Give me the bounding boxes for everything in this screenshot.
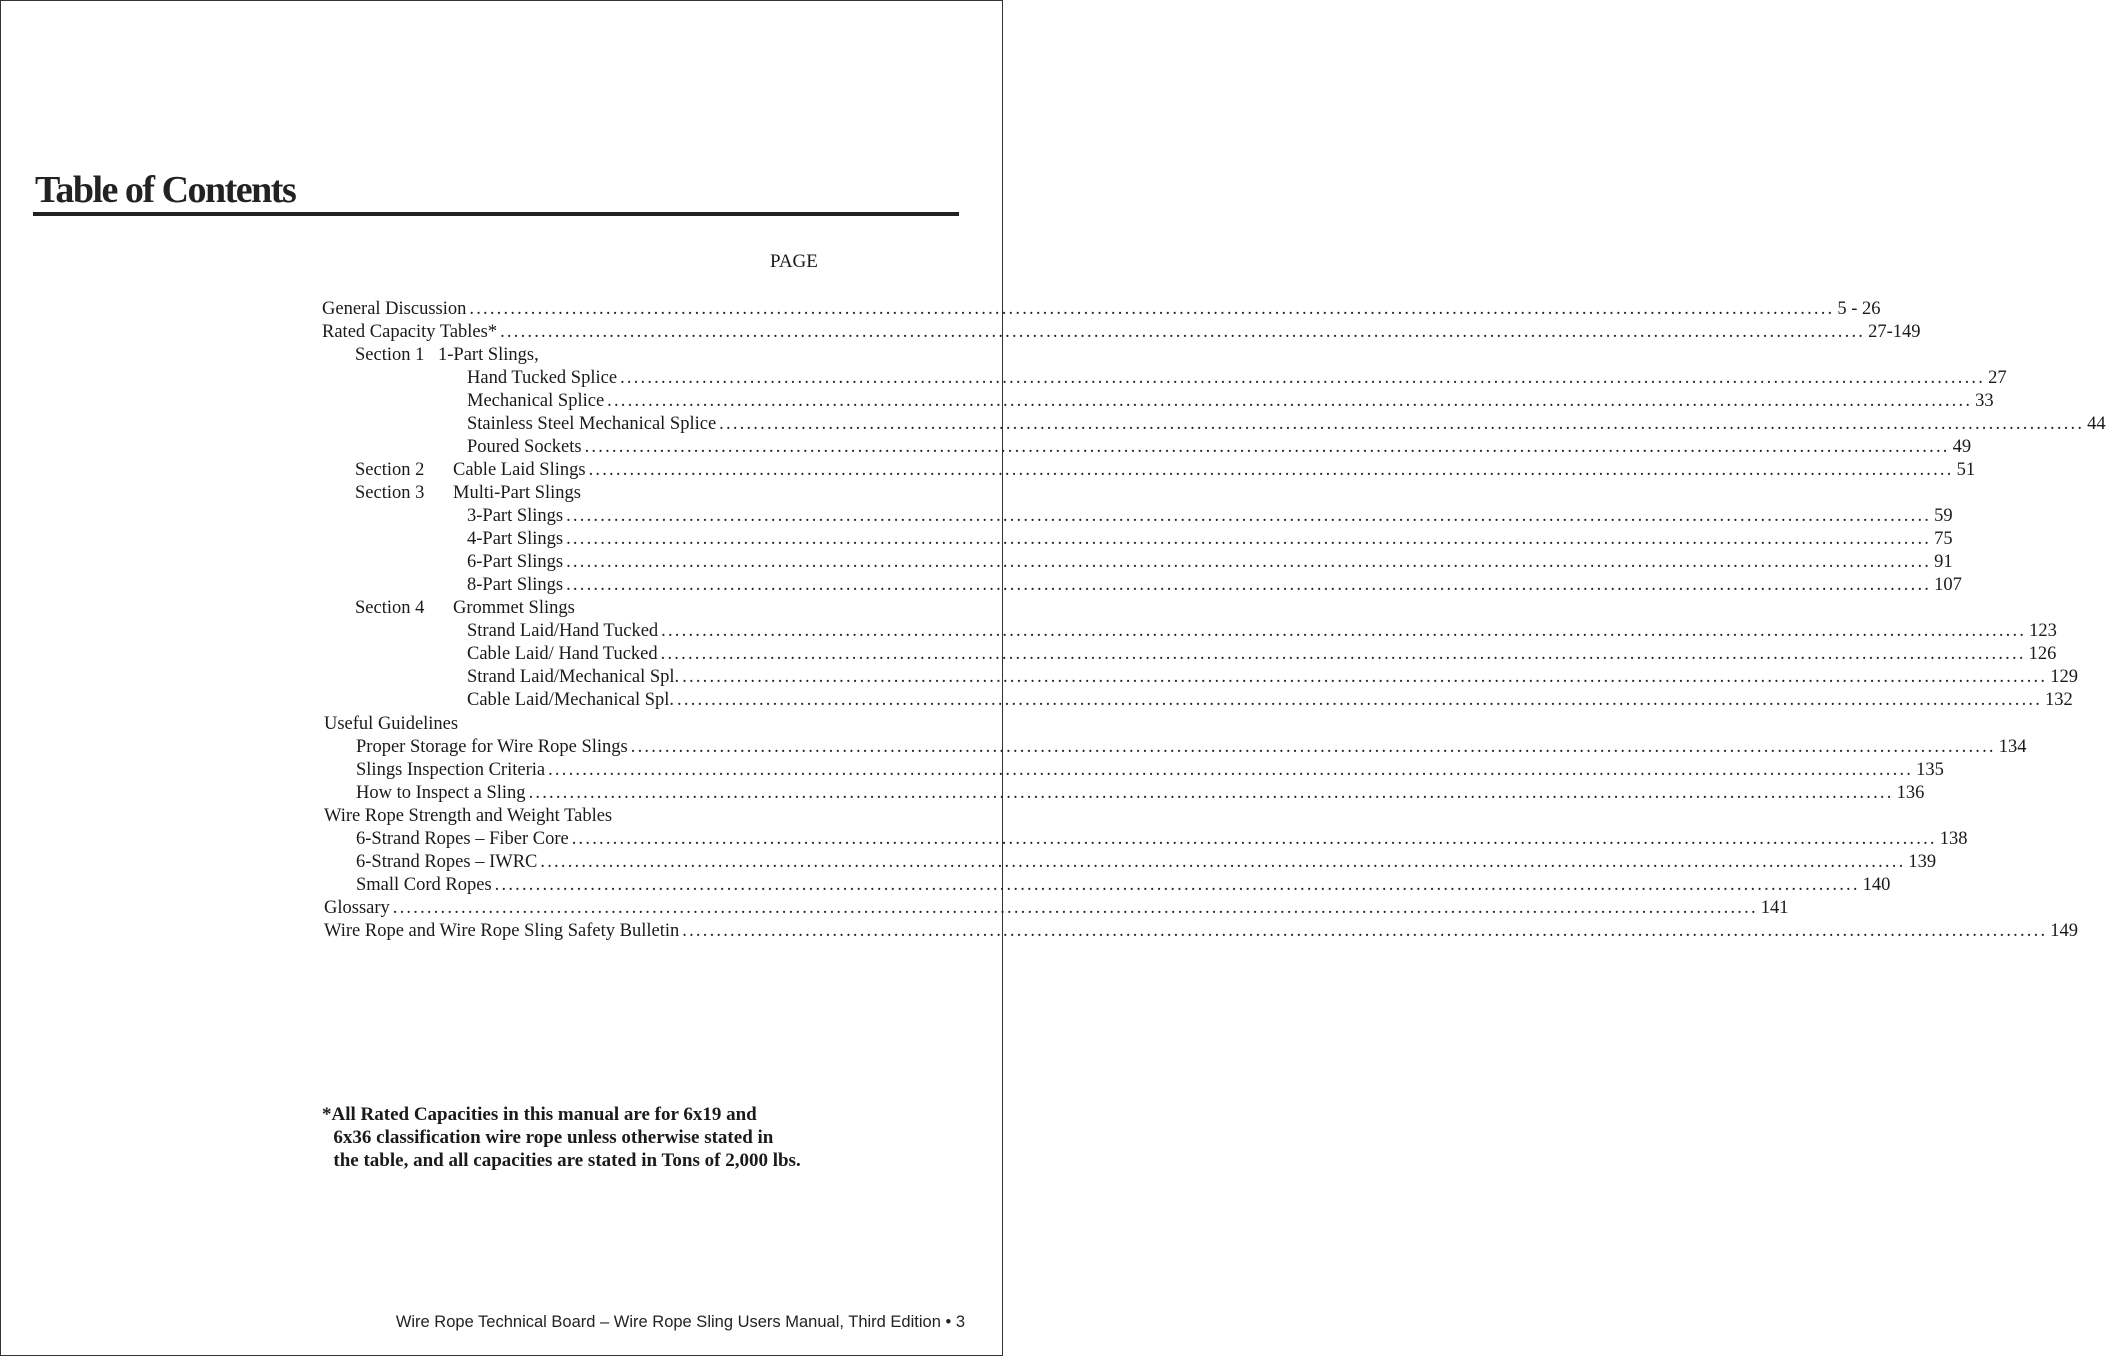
toc-entry-strand-laid-mechanical[interactable]: Strand Laid/Mechanical Spl. ........................................................................................................................................................................................................ 129 — [467, 667, 2078, 687]
toc-entry-3-part-slings[interactable]: 3-Part Slings ........................................................................................................................................................................................................ 59 — [467, 506, 1953, 526]
dot-leader: ........................................................................................................................................................................................................ — [571, 829, 1937, 849]
dot-leader: ........................................................................................................................................................................................................ — [630, 737, 1996, 757]
section-1-heading: 1-Part Slings, — [438, 345, 539, 365]
useful-guidelines-heading: Useful Guidelines — [324, 714, 459, 734]
toc-entry-6-part-slings[interactable]: 6-Part Slings ........................................................................................................................................................................................................ 91 — [467, 552, 1953, 572]
toc-entry-4-part-slings[interactable]: 4-Part Slings ........................................................................................................................................................................................................ 75 — [467, 529, 1953, 549]
toc-entry-fiber-core[interactable]: 6-Strand Ropes – Fiber Core ........................................................................................................................................................................................................ 138 — [356, 829, 1968, 849]
capacity-footnote — [322, 1103, 882, 1172]
dot-leader: ........................................................................................................................................................................................................ — [661, 621, 2027, 641]
toc-entry-safety-bulletin[interactable]: Wire Rope and Wire Rope Sling Safety Bulletin ........................................................................................................................................................................................................ 149 — [324, 921, 2079, 941]
footnote-line: 6x36 classification wire rope unless otherwise stated in — [333, 1127, 774, 1148]
page-title: Table of Contents — [35, 169, 296, 211]
dot-leader: ........................................................................................................................................................................................................ — [566, 575, 1932, 595]
toc-entry-cable-laid-hand-tucked[interactable]: Cable Laid/ Hand Tucked ........................................................................................................................................................................................................ 126 — [467, 644, 2057, 664]
section-2-label: Section 2 — [355, 460, 425, 480]
dot-leader: ........................................................................................................................................................................................................ — [494, 875, 1860, 895]
dot-leader: ........................................................................................................................................................................................................ — [607, 391, 1973, 411]
dot-leader: ........................................................................................................................................................................................................ — [677, 690, 2043, 710]
dot-leader: ........................................................................................................................................................................................................ — [528, 783, 1894, 803]
dot-leader: ........................................................................................................................................................................................................ — [719, 414, 2085, 434]
section-1-label: Section 1 — [355, 345, 425, 365]
toc-entry-mechanical-splice[interactable]: Mechanical Splice ........................................................................................................................................................................................................ 33 — [467, 391, 1994, 411]
dot-leader: ........................................................................................................................................................................................................ — [566, 506, 1932, 526]
section-3-label: Section 3 — [355, 483, 425, 503]
toc-entry-hand-tucked-splice[interactable]: Hand Tucked Splice ........................................................................................................................................................................................................ 27 — [467, 368, 2007, 388]
toc-entry-how-to-inspect[interactable]: How to Inspect a Sling ........................................................................................................................................................................................................ 136 — [356, 783, 1925, 803]
toc-entry-proper-storage[interactable]: Proper Storage for Wire Rope Slings ........................................................................................................................................................................................................ 134 — [356, 737, 2027, 757]
strength-tables-heading: Wire Rope Strength and Weight Tables — [324, 806, 613, 826]
section-4-label: Section 4 — [355, 598, 425, 618]
dot-leader: ........................................................................................................................................................................................................ — [469, 299, 1835, 319]
toc-entry-inspection-criteria[interactable]: Slings Inspection Criteria ........................................................................................................................................................................................................ 135 — [356, 760, 1944, 780]
title-rule — [33, 212, 959, 216]
dot-leader: ........................................................................................................................................................................................................ — [548, 760, 1914, 780]
dot-leader: ........................................................................................................................................................................................................ — [682, 921, 2048, 941]
dot-leader: ........................................................................................................................................................................................................ — [566, 552, 1932, 572]
footnote-line: *All Rated Capacities in this manual are for 6x19 and — [322, 1104, 757, 1125]
section-3-heading: Multi-Part Slings — [453, 483, 581, 503]
dot-leader: ........................................................................................................................................................................................................ — [620, 368, 1986, 388]
dot-leader: ........................................................................................................................................................................................................ — [566, 529, 1932, 549]
dot-leader: ........................................................................................................................................................................................................ — [500, 322, 1866, 342]
toc-entry-poured-sockets[interactable]: Poured Sockets ........................................................................................................................................................................................................ 49 — [467, 437, 1972, 457]
section-4-heading: Grommet Slings — [453, 598, 575, 618]
page-column-header: PAGE — [770, 251, 818, 272]
toc-entry-glossary[interactable]: Glossary ........................................................................................................................................................................................................ 141 — [324, 898, 1789, 918]
dot-leader: ........................................................................................................................................................................................................ — [588, 460, 1954, 480]
toc-entry-stainless-steel-splice[interactable]: Stainless Steel Mechanical Splice ........................................................................................................................................................................................................ 44 — [467, 414, 2106, 434]
toc-entry-general[interactable]: General Discussion ........................................................................................................................................................................................................ 5 - 26 — [322, 299, 1881, 319]
toc-entry-strand-laid-hand-tucked[interactable]: Strand Laid/Hand Tucked ........................................................................................................................................................................................................ 123 — [467, 621, 2057, 641]
dot-leader: ........................................................................................................................................................................................................ — [660, 644, 2026, 664]
dot-leader: ........................................................................................................................................................................................................ — [682, 667, 2048, 687]
toc-entry-rated-capacity[interactable]: Rated Capacity Tables* ........................................................................................................................................................................................................ 27-149 — [322, 322, 1921, 342]
page-footer: Wire Rope Technical Board – Wire Rope Sling Users Manual, Third Edition • 3 — [395, 1313, 965, 1331]
toc-entry-8-part-slings[interactable]: 8-Part Slings ........................................................................................................................................................................................................ 107 — [467, 575, 1962, 595]
toc-entry-cable-laid-slings[interactable]: Cable Laid Slings ........................................................................................................................................................................................................ 51 — [453, 460, 1976, 480]
dot-leader: ........................................................................................................................................................................................................ — [392, 898, 1758, 918]
toc-entry-small-cord-ropes[interactable]: Small Cord Ropes ........................................................................................................................................................................................................ 140 — [356, 875, 1891, 895]
dot-leader: ........................................................................................................................................................................................................ — [584, 437, 1950, 457]
toc-entry-iwrc[interactable]: 6-Strand Ropes – IWRC ........................................................................................................................................................................................................ 139 — [356, 852, 1937, 872]
footnote-line: the table, and all capacities are stated in Tons of 2,000 lbs. — [333, 1150, 801, 1171]
dot-leader: ........................................................................................................................................................................................................ — [540, 852, 1906, 872]
toc-entry-cable-laid-mechanical[interactable]: Cable Laid/Mechanical Spl. ........................................................................................................................................................................................................ 132 — [467, 690, 2073, 710]
